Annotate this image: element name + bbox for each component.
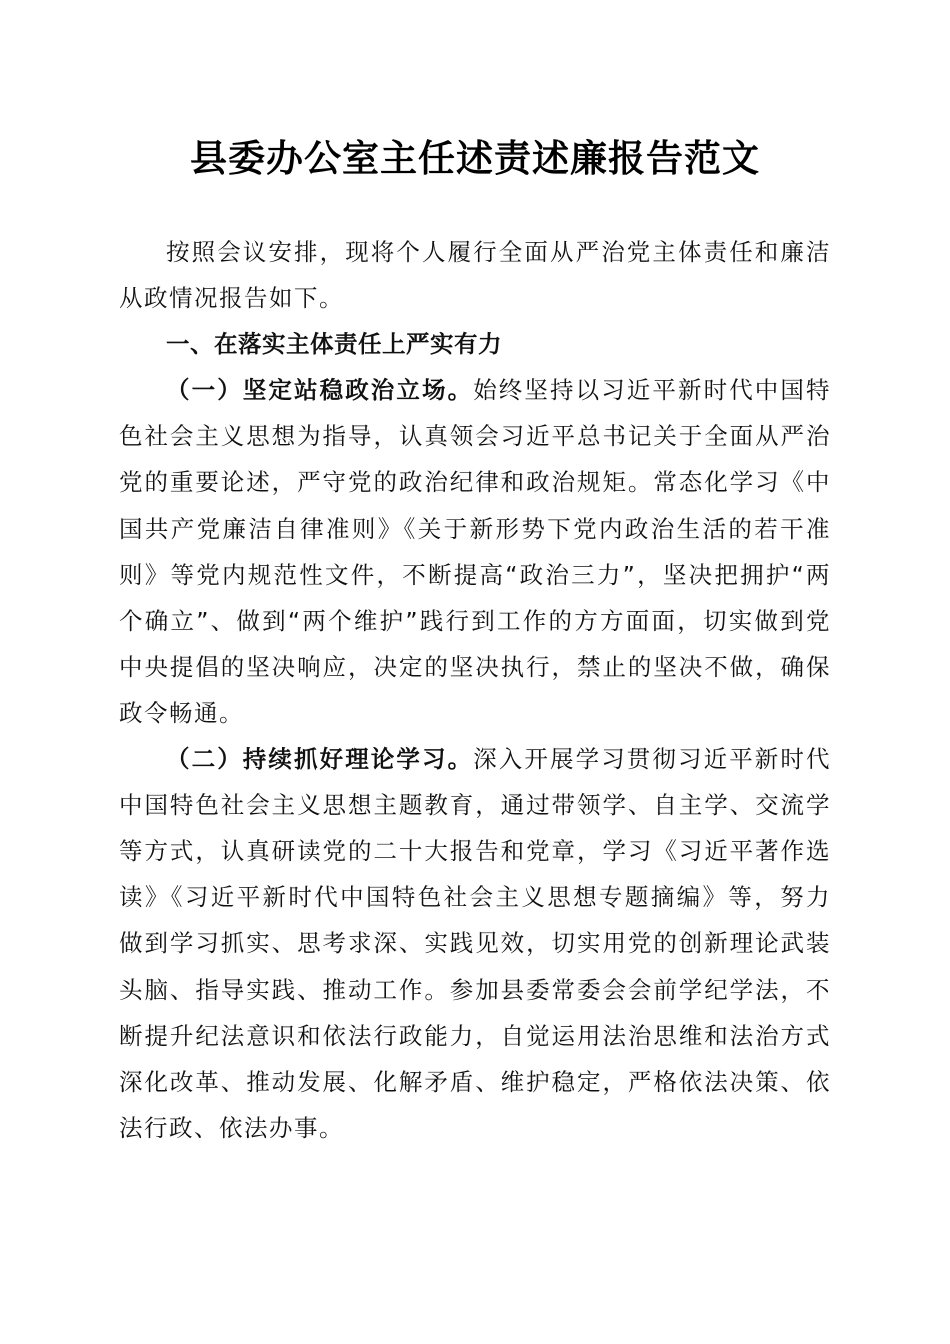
item-text-2: 深入开展学习贯彻习近平新时代中国特色社会主义思想主题教育，通过带领学、自主学、交流学等方式，认真研读党的二十大报告和党章，学习《习近平著作选读》《习近平新时代中国特色社会主义思想专题摘编》等，努力做到学习抓实、思考求深、实践见效，切实用党的创新理论武装头脑、指导实践、推动工作。参加县委常委会会前学纪学法，不断提升纪法意识和依法行政能力，自觉运用法治思维和法治方式深化改革、推动发展、化解矛盾、维护稳定，严格依法决策、依法行政、依法办事。 xyxy=(119,745,832,1142)
intro-paragraph: 按照会议安排，现将个人履行全面从严治党主体责任和廉洁从政情况报告如下。 xyxy=(119,238,831,313)
item-lead-2: （二）持续抓好理论学习。 xyxy=(166,745,474,774)
document-body xyxy=(119,229,831,1151)
document-title: 县委办公室主任述责述廉报告范文 xyxy=(190,136,760,180)
item-paragraph-2 xyxy=(119,736,831,1151)
item-text-1: 始终坚持以习近平新时代中国特色社会主义思想为指导，认真领会习近平总书记关于全面从严治党的重要论述，严守党的政治纪律和政治规矩。常态化学习《中国共产党廉洁自律准则》《关于新形势下党内政治生活的若干准则》等党内规范性文件，不断提高“政治三力”，坚决把拥护“两个确立”、做到“两个维护”践行到工作的方方面面，切实做到党中央提倡的坚决响应，决定的坚决执行，禁止的坚决不做，确保政令畅通。 xyxy=(119,376,832,727)
section-heading: 一、在落实主体责任上严实有力 xyxy=(166,330,502,359)
item-paragraph-1 xyxy=(119,367,831,736)
item-lead-1: （一）坚定站稳政治立场。 xyxy=(166,376,474,405)
